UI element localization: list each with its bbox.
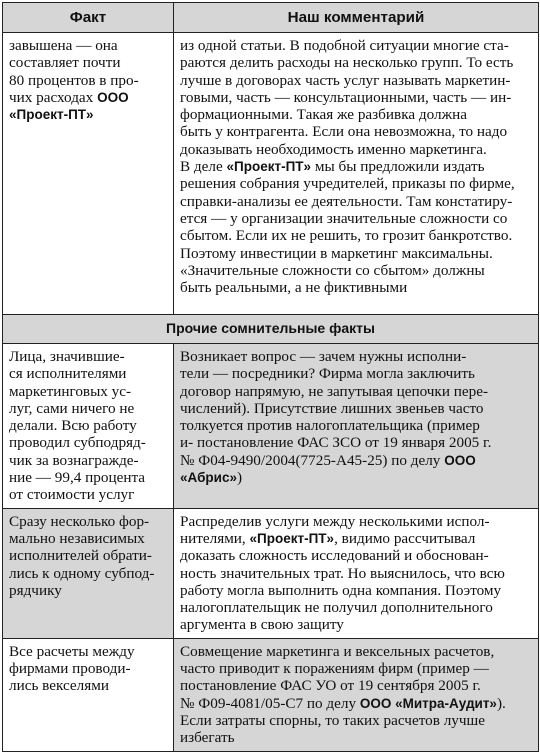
- text-run: № Ф09-4081/05-С7 по делу: [180, 694, 360, 712]
- text-run: завышена — она: [9, 37, 118, 54]
- text-line: [180, 106, 532, 123]
- text-run: лись векселями: [9, 677, 109, 695]
- bold-text: «Проект-ПТ»: [249, 530, 335, 546]
- text-run: налогоплательщик не получил дополнительного: [180, 599, 493, 617]
- text-line: [9, 486, 167, 503]
- text-line: [180, 729, 532, 746]
- bold-text: «Проект-ПТ»: [9, 107, 94, 123]
- text-run: быть реальными, а не фиктивными: [180, 279, 408, 297]
- text-run: раются делить расходы на несколько групп. То есть: [180, 54, 514, 72]
- comment-cell: [174, 33, 539, 315]
- facts-comments-table: [2, 2, 539, 752]
- text-run: лись к одному субпод-: [9, 564, 155, 582]
- text-line: [180, 365, 532, 382]
- text-run: от стоимости услуг: [9, 486, 135, 504]
- text-line: [9, 417, 167, 434]
- text-line: [9, 643, 167, 660]
- text-line: [9, 513, 167, 530]
- fact-cell: [3, 344, 174, 509]
- text-line: [9, 434, 167, 451]
- text-line: [9, 469, 167, 486]
- text-line: [9, 37, 167, 54]
- text-line: [180, 262, 532, 279]
- text-run: ность значительных трат. Но выяснилось, что всю: [180, 564, 505, 582]
- text-run: аргумента в свою защиту: [180, 616, 344, 634]
- text-line: [9, 452, 167, 469]
- text-run: работу могла выполнить одна компания. Поэтому: [180, 581, 502, 599]
- text-line: [180, 193, 532, 210]
- text-line: [180, 660, 532, 677]
- fact-cell: [3, 33, 174, 315]
- table-row: [3, 344, 539, 509]
- text-line: [180, 175, 532, 192]
- text-run: чих расходах: [9, 88, 98, 106]
- text-run: делали. Всю работу: [9, 417, 137, 435]
- text-run: Все расчеты между: [9, 642, 135, 660]
- text-run: В деле: [180, 158, 227, 176]
- text-run: фирмами проводи-: [9, 660, 131, 678]
- text-run: лучше в договорах часть услуг называть маркетин-: [180, 71, 511, 89]
- text-run: чик за вознагражде-: [9, 451, 139, 469]
- text-run: избегать: [180, 729, 235, 747]
- text-run: № Ф04-9490/2004(7725-А45-25) по делу: [180, 451, 445, 469]
- fact-cell: [3, 638, 174, 751]
- text-line: [9, 547, 167, 564]
- text-line: [180, 141, 532, 158]
- text-line: [180, 616, 532, 633]
- bold-text: ООО «Митра-Аудит»: [359, 695, 497, 711]
- text-line: [9, 54, 167, 71]
- text-line: [9, 530, 167, 547]
- text-line: [9, 660, 167, 677]
- text-line: [180, 599, 532, 616]
- text-line: [180, 245, 532, 262]
- text-run: быть у контрагента. Если она невозможна, то надо: [180, 123, 508, 141]
- text-line: [9, 677, 167, 694]
- text-line: [180, 72, 532, 89]
- text-run: решения собрания учредителей, приказы по фирме,: [180, 175, 515, 193]
- text-line: [180, 54, 532, 71]
- text-line: [180, 383, 532, 400]
- column-header-fact: Факт: [3, 3, 174, 33]
- text-line: [180, 513, 532, 530]
- text-line: [9, 365, 167, 382]
- text-line: [180, 469, 532, 486]
- text-line: [9, 89, 167, 106]
- table-header-row: [3, 3, 539, 33]
- text-line: [180, 565, 532, 582]
- section-row: [3, 315, 539, 344]
- text-run: Лица, значившие-: [9, 348, 125, 365]
- column-header-comment: Наш комментарий: [174, 3, 539, 33]
- text-run: постановление ФАС УО от 19 сентября 2005 г.: [180, 677, 481, 695]
- text-run: луг, сами ничего не: [9, 399, 135, 417]
- text-run: справки-анализы ее деятельности. Там констатиру-: [180, 192, 513, 210]
- text-run: Совмещение маркетинга и вексельных расчетов,: [180, 642, 495, 660]
- text-run: часто приводит к поражениям фирм (пример —: [180, 660, 489, 678]
- text-line: [9, 565, 167, 582]
- bold-text: ООО: [444, 452, 476, 468]
- text-run: ): [236, 469, 243, 487]
- text-run: составляет почти: [9, 54, 121, 72]
- text-line: [9, 400, 167, 417]
- text-line: [180, 123, 532, 140]
- bold-text: ООО: [97, 89, 129, 105]
- table-row: [3, 33, 539, 315]
- text-run: 80 процентов в про-: [9, 71, 139, 89]
- text-line: [180, 677, 532, 694]
- fact-cell: [3, 508, 174, 638]
- text-line: [180, 452, 532, 469]
- text-run: тели — посредники? Фирма могла заключить: [180, 365, 475, 383]
- text-line: [180, 400, 532, 417]
- text-run: говыми, часть — консультационными, часть — ин-: [180, 88, 512, 106]
- text-run: , видимо рассчитывал: [334, 529, 476, 547]
- section-title: Прочие сомнительные факты: [3, 315, 539, 344]
- text-run: Возникает вопрос — зачем нужны исполни-: [180, 348, 467, 365]
- text-run: договор напрямую, не запутывая цепочки пере-: [180, 382, 488, 400]
- text-line: [180, 547, 532, 564]
- text-line: [180, 279, 532, 296]
- text-run: нителями,: [180, 529, 250, 547]
- text-line: [9, 383, 167, 400]
- text-run: формационными. Такая же разбивка должна: [180, 106, 467, 124]
- text-line: [180, 417, 532, 434]
- text-run: исполнителей обрати-: [9, 547, 152, 565]
- text-line: [180, 712, 532, 729]
- text-line: [180, 210, 532, 227]
- text-run: Распределив услуги между несколькими испол-: [180, 512, 490, 530]
- text-line: [180, 582, 532, 599]
- text-run: маркетинговых ус-: [9, 382, 132, 400]
- text-run: «Значительные сложности со сбытом» должны: [180, 261, 485, 279]
- text-line: [180, 434, 532, 451]
- bold-text: «Проект-ПТ»: [226, 159, 312, 175]
- text-line: [180, 89, 532, 106]
- text-line: [9, 106, 167, 123]
- text-run: Если затраты спорны, то таких расчетов лучше: [180, 711, 485, 729]
- text-run: из одной статьи. В подобной ситуации многие ста-: [180, 37, 509, 54]
- comment-cell: [174, 638, 539, 751]
- comment-cell: [174, 344, 539, 509]
- table-row: [3, 508, 539, 638]
- text-line: [180, 348, 532, 365]
- text-line: [180, 158, 532, 175]
- text-run: мально независимых: [9, 529, 145, 547]
- text-line: [9, 348, 167, 365]
- table-row: [3, 638, 539, 751]
- text-run: доказывать необходимость именно маркетинга.: [180, 140, 487, 158]
- text-run: ние — 99,4 процента: [9, 469, 146, 487]
- text-run: мы бы предложили издать: [311, 158, 485, 176]
- text-line: [9, 582, 167, 599]
- comment-cell: [174, 508, 539, 638]
- text-line: [9, 72, 167, 89]
- text-run: числений). Присутствие лишних звеньев часто: [180, 399, 484, 417]
- text-run: проводил субподряд-: [9, 434, 146, 452]
- text-run: ется — у организации значительные сложности со: [180, 209, 508, 227]
- text-run: доказать сложность исследований и обоснован-: [180, 547, 489, 565]
- text-line: [180, 695, 532, 712]
- text-run: и- постановление ФАС ЗСО от 19 января 2005 г.: [180, 434, 492, 452]
- text-line: [180, 643, 532, 660]
- text-run: рядчику: [9, 581, 62, 599]
- bold-text: «Абрис»: [180, 470, 237, 486]
- text-run: Сразу несколько фор-: [9, 512, 150, 530]
- text-run: сбытом. Если их не решить, то грозит банкротство.: [180, 227, 513, 245]
- text-run: ся исполнителями: [9, 365, 127, 383]
- text-line: [180, 227, 532, 244]
- text-run: Поэтому инвестиции в маркетинг максимальны.: [180, 244, 493, 262]
- text-run: толкуется против налогоплательщика (пример: [180, 417, 480, 435]
- text-line: [180, 530, 532, 547]
- text-line: [180, 37, 532, 54]
- text-run: ).: [496, 694, 506, 712]
